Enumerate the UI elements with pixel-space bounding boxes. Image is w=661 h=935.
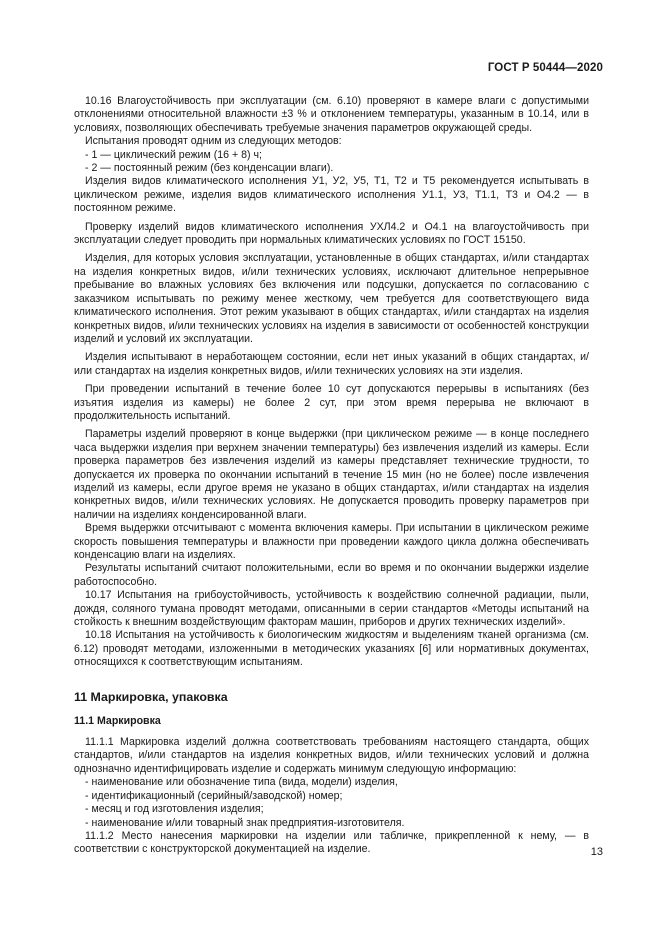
marking-list-item: - месяц и год изготовления изделия; — [85, 803, 264, 816]
method-list-item: - 1 — циклический режим (16 + 8) ч; — [85, 148, 262, 161]
method-list-item: - 2 — постоянный режим (без конденсации влаги). — [85, 162, 334, 175]
paragraph: Время выдержки отсчитывают с момента включения камеры. При испытании в циклическом режиме скорость повышения температуры и влажности при проведении каждого цикла должна обеспечивать конденсацию влаги на изделиях. — [74, 522, 589, 561]
paragraph: Изделия, для которых условия эксплуатации, установленные в общих стандартах, и/или стандартах на изделия конкретных видов, и/или технических условиях, исключают длительное непрерывное пребывание во влажных условиях без включения или подсушки, допускается по согласованию с заказчиком испытывать по режиму менее жесткому, чем требуется для соответствующего вида климатического исполнения. Этот режим указывают в общих стандартах, и/или стандартах на изделия конкретных видов, и/или технических условиях на изделия в зависимости от особенностей конструкции изделий и условий их эксплуатации. — [74, 252, 589, 345]
paragraph-10-17: 10.17 Испытания на грибоустойчивость, устойчивость к воздействию солнечной радиации, пыли, дождя, соляного тумана проводят методами, описанными в серии стандартов «Методы испытаний на стойкость к внешним воздействующим факторам машин, приборов и других технических изделий». — [74, 589, 589, 629]
document-body — [74, 95, 589, 857]
marking-list-item: - наименование и/или товарный знак предприятия-изготовителя. — [85, 816, 405, 829]
paragraph: Параметры изделий проверяют в конце выдержки (при циклическом режиме — в конце последнего часа выдержки изделия при верхнем значении температуры) без извлечения изделий из камеры. Если проверка параметров без извлечения изделий из камеры представляет технические трудности, то допускается их проверка по окончании испытаний в течение 15 мин (но не более) после извлечения изделий из камеры, если другое время не указано в общих стандартах, и/или стандартах на изделия конкретных видов, и/или технических условиях. Не допускается проводить проверку параметров при наличии на изделиях конденсированной влаги. — [74, 428, 589, 521]
paragraph-11-1-2: 11.1.2 Место нанесения маркировки на изделии или табличке, прикрепленной к нему, — в соответствии с конструкторской документацией на изделие. — [74, 829, 589, 856]
paragraph: Изделия испытывают в неработающем состоянии, если нет иных указаний в общих стандартах, и/или стандартах на изделия конкретных видов, и/или технических условиях на эти изделия. — [74, 351, 589, 377]
page-number: 13 — [590, 846, 603, 858]
section-heading: 11 Маркировка, упаковка — [74, 689, 228, 704]
paragraph: Изделия видов климатического исполнения У1, У2, У5, Т1, Т2 и Т5 рекомендуется испытывать в циклическом режиме, изделия видов климатического исполнения У1.1, У3, Т1.1, Т3 и О4.2 — в постоянном режиме. — [74, 175, 589, 215]
paragraph-11-1-1: 11.1.1 Маркировка изделий должна соответствовать требованиям настоящего стандарта, общих стандартов, и/или стандартов на изделия конкретных видов, и/или технических условий и должна однозначно идентифицировать изделие и содержать минимум следующую информацию: — [74, 736, 589, 775]
subsection-heading: 11.1 Маркировка — [74, 714, 161, 727]
paragraph: Проверку изделий видов климатического исполнения УХЛ4.2 и О4.1 на влагоустойчивость при эксплуатации следует проводить при нормальных климатических условиях по ГОСТ 15150. — [74, 220, 589, 247]
standard-header: ГОСТ Р 50444—2020 — [487, 62, 603, 74]
paragraph-10-18: 10.18 Испытания на устойчивость к биологическим жидкостям и выделениям тканей организма (см. 6.12) проводят методами, изложенными в методических указаниях [6] или нормативных документах, относящихся к соответствующим испытаниям. — [74, 629, 589, 669]
paragraph: При проведении испытаний в течение более 10 сут допускаются перерывы в испытаниях (без изъятия изделия из камеры) не более 2 сут, при этом время перерыва не включают в продолжительность испытаний. — [74, 383, 589, 422]
paragraph-10-16: 10.16 Влагоустойчивость при эксплуатации (см. 6.10) проверяют в камере влаги с допустимыми отклонениями относительной влажности ±3 % и отклонением температуры, указанным в 10.14, или в условиях, позволяющих обеспечивать требуемые значения параметров окружающей среды. — [74, 95, 589, 134]
marking-list-item: - идентификационный (серийный/заводской) номер; — [85, 789, 343, 802]
paragraph-methods-intro: Испытания проводят одним из следующих методов: — [85, 135, 342, 148]
marking-list-item: - наименование или обозначение типа (вида, модели) изделия, — [85, 776, 398, 789]
paragraph: Результаты испытаний считают положительными, если во время и по окончании выдержки изделие работоспособно. — [74, 562, 589, 588]
